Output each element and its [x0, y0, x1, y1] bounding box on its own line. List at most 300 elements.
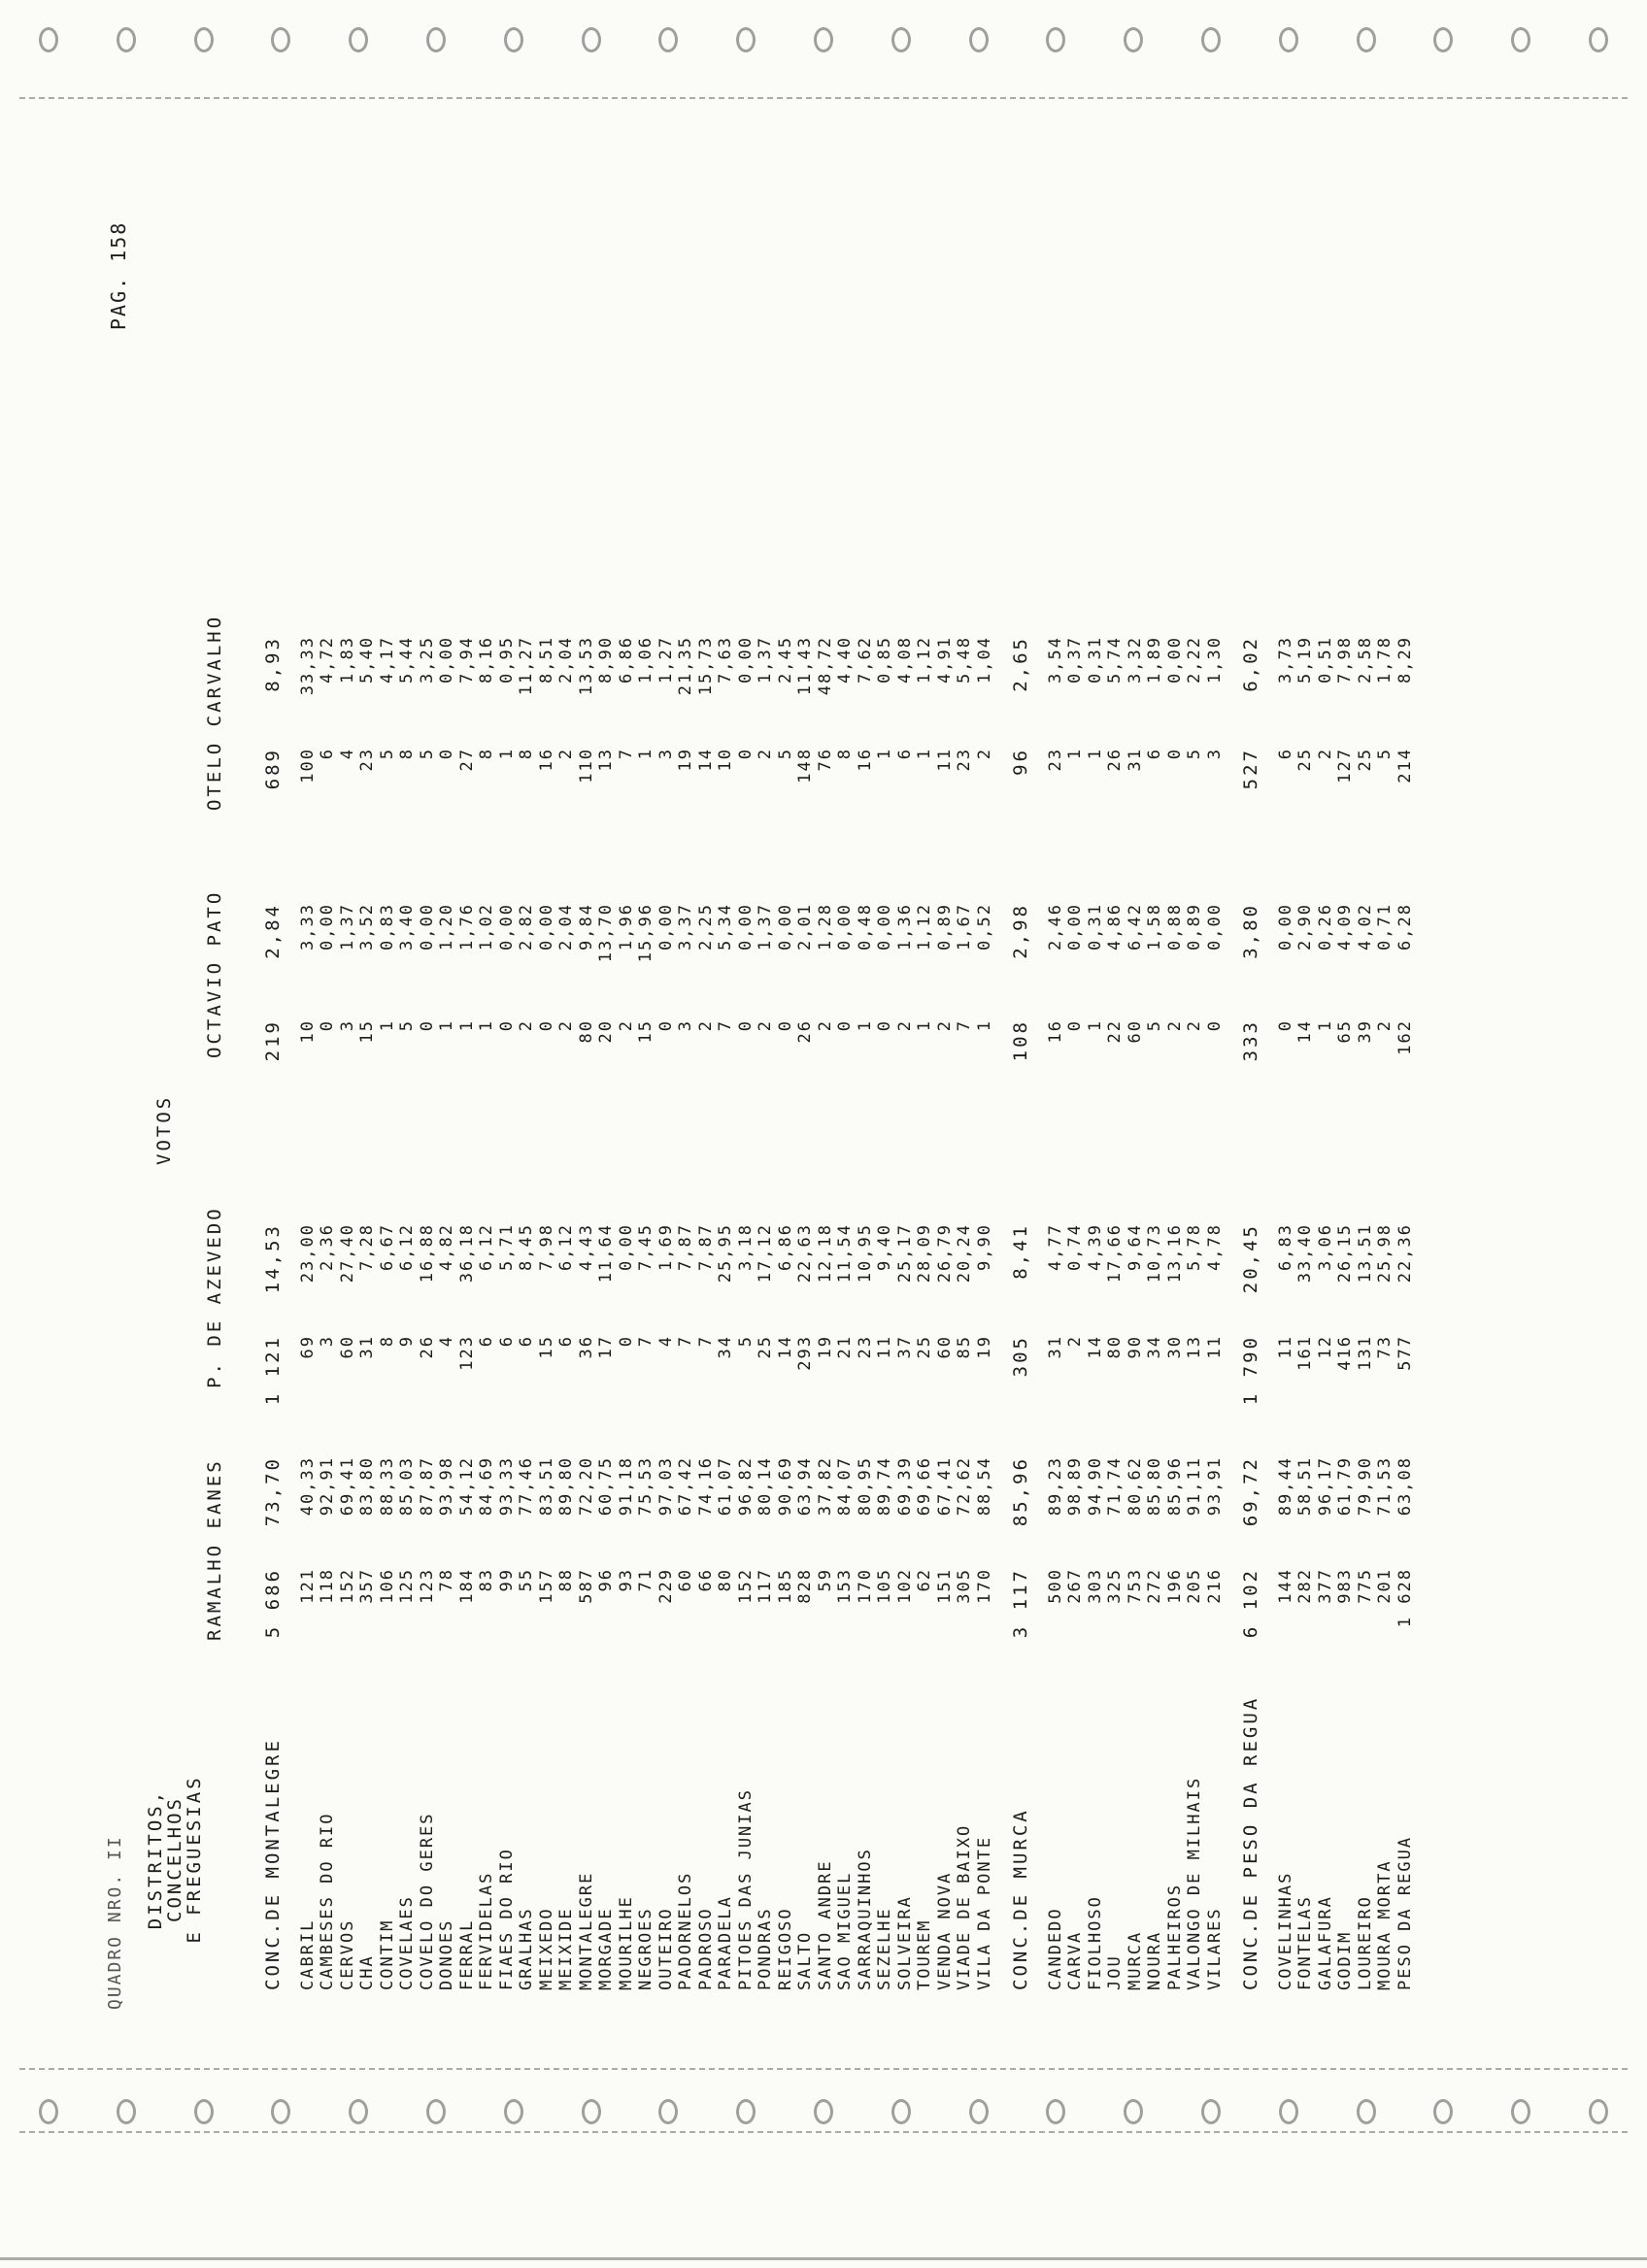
votes-count: 102 [894, 1568, 915, 1604]
votes-percent: 54,12 [456, 1456, 477, 1517]
votes-percent: 1,06 [636, 636, 655, 684]
place-name: VIADE DE BAIXO [955, 1823, 974, 1990]
votes-count: 13 [596, 748, 616, 772]
place-name: CAMBESES DO RIO [318, 1812, 337, 1990]
votes-count: 118 [318, 1568, 337, 1604]
votes-count: 66 [695, 1568, 716, 1592]
candidate-header-pato: OCTAVIO PATO [204, 889, 225, 1058]
votes-percent: 0,31 [1085, 636, 1105, 684]
votes-percent: 5,48 [955, 636, 974, 684]
freguesia-row [1205, 107, 1226, 2019]
votes-percent: 11,54 [835, 1223, 855, 1284]
place-name: SOLVEIRA [894, 1895, 915, 1990]
votes-count: 31 [1045, 1335, 1065, 1359]
freguesia-row [856, 107, 876, 2019]
place-name: MONTALEGRE [576, 1871, 596, 1990]
votes-count: 17 [596, 1335, 616, 1359]
place-name: TOUREM [915, 1918, 934, 1990]
votes-percent: 12,18 [815, 1223, 835, 1284]
votes-count: 1 121 [262, 1335, 284, 1406]
votes-count: 80 [716, 1568, 735, 1592]
results-table [262, 107, 1415, 2019]
votes-count: 7 [716, 1019, 735, 1032]
votes-percent: 6,12 [477, 1223, 496, 1271]
column-title [146, 1728, 204, 1990]
votes-percent: 25,98 [1375, 1223, 1395, 1284]
row-spacer [1260, 107, 1276, 2019]
votes-count: 1 [1085, 1019, 1105, 1032]
votes-count: 1 [855, 1019, 875, 1032]
votes-count: 105 [875, 1568, 894, 1604]
votes-count: 15 [357, 1019, 377, 1044]
place-name: PESO DA REGUA [1395, 1835, 1415, 1990]
votes-count: 15 [636, 1019, 655, 1044]
votes-count: 69 [297, 1335, 318, 1359]
freguesia-row [1145, 107, 1165, 2019]
votes-count: 2 [616, 1019, 636, 1032]
votes-count: 1 [1065, 748, 1085, 760]
freguesia-row [1065, 107, 1086, 2019]
votes-count: 7 [955, 1019, 974, 1032]
votes-percent: 2,46 [1045, 903, 1065, 951]
votes-count: 5 [1145, 1019, 1164, 1032]
votes-count: 161 [1295, 1335, 1315, 1371]
votes-percent: 4,43 [576, 1223, 596, 1271]
votes-percent: 7,63 [716, 636, 735, 684]
votes-percent: 1,89 [1145, 636, 1164, 684]
votes-percent: 96,17 [1315, 1456, 1335, 1517]
place-name: FERVIDELAS [477, 1871, 496, 1990]
freguesia-row [1375, 107, 1395, 2019]
votes-percent: 21,35 [676, 636, 695, 696]
votes-count: 62 [915, 1568, 934, 1592]
votes-percent: 0,83 [377, 903, 397, 951]
votes-count: 5 686 [262, 1568, 284, 1639]
votes-percent: 15,73 [695, 636, 716, 696]
votes-count: 0 [417, 1019, 437, 1032]
votes-count: 117 [756, 1568, 775, 1604]
votes-count: 1 [437, 1019, 456, 1032]
votes-count: 0 [655, 1019, 676, 1032]
freguesia-row [1316, 107, 1336, 2019]
votes-count: 10 [297, 1019, 318, 1044]
votes-percent: 80,95 [855, 1456, 875, 1517]
votes-count: 5 [417, 748, 437, 760]
place-name: NEGROES [636, 1907, 655, 1990]
place-name: SALTO [795, 1930, 815, 1990]
votes-percent: 7,87 [676, 1223, 695, 1271]
votes-count: 78 [437, 1568, 456, 1592]
freguesia-row [537, 107, 557, 2019]
votes-percent: 6,02 [1240, 636, 1261, 692]
votes-percent: 93,98 [437, 1456, 456, 1517]
votes-percent: 2,90 [1295, 903, 1315, 951]
votes-percent: 75,53 [636, 1456, 655, 1517]
votes-percent: 15,96 [636, 903, 655, 963]
votes-percent: 7,87 [695, 1223, 716, 1271]
votes-percent: 98,89 [1065, 1456, 1085, 1517]
votes-percent: 69,41 [337, 1456, 357, 1517]
concelho-total-row [1010, 107, 1030, 2019]
freguesia-row [875, 107, 895, 2019]
votes-percent: 33,40 [1295, 1223, 1315, 1284]
concelho-total-row [1240, 107, 1260, 2019]
votes-percent: 1,27 [655, 636, 676, 684]
votes-percent: 3,73 [1275, 636, 1295, 684]
votes-percent: 1,37 [756, 636, 775, 684]
votes-count: 19 [974, 1335, 994, 1359]
freguesia-row [1356, 107, 1376, 2019]
votes-count: 23 [955, 748, 974, 772]
votes-count: 1 [1315, 1019, 1335, 1032]
votes-percent: 0,00 [1065, 903, 1085, 951]
votes-percent: 0,00 [875, 903, 894, 951]
votes-count: 219 [262, 1019, 284, 1062]
votes-count: 170 [974, 1568, 994, 1604]
place-name: GRALHAS [517, 1907, 536, 1990]
votes-percent: 6,67 [377, 1223, 397, 1271]
votes-count: 1 790 [1240, 1335, 1261, 1406]
votes-percent: 27,40 [337, 1223, 357, 1284]
place-name: MOURA MORTA [1375, 1859, 1395, 1990]
row-spacer [994, 107, 1010, 2019]
votes-count: 3 [318, 1335, 337, 1348]
votes-percent: 0,00 [437, 636, 456, 684]
votes-count: 2 [756, 748, 775, 760]
votes-percent: 87,87 [417, 1456, 437, 1517]
votes-count: 2 [517, 1019, 536, 1032]
votes-percent: 1,58 [1145, 903, 1164, 951]
place-name: SAO MIGUEL [835, 1871, 855, 1990]
votes-percent: 1,76 [456, 903, 477, 951]
votes-percent: 13,16 [1164, 1223, 1185, 1284]
place-name: PONDRAS [756, 1907, 775, 1990]
votes-percent: 85,96 [1164, 1456, 1185, 1517]
votes-percent: 92,91 [318, 1456, 337, 1517]
votes-count: 0 [318, 1019, 337, 1032]
votes-count: 1 [915, 1019, 934, 1032]
votes-percent: 80,62 [1125, 1456, 1145, 1517]
votes-percent: 5,19 [1295, 636, 1315, 684]
votes-count: 39 [1355, 1019, 1375, 1044]
votes-percent: 89,44 [1275, 1456, 1295, 1517]
votes-percent: 88,54 [974, 1456, 994, 1517]
votes-count: 16 [855, 748, 875, 772]
votes-percent: 0,00 [1275, 903, 1295, 951]
freguesia-row [318, 107, 338, 2019]
votes-count: 11 [934, 748, 955, 772]
votes-count: 19 [815, 1335, 835, 1359]
freguesia-row [596, 107, 617, 2019]
votes-percent: 72,62 [955, 1456, 974, 1517]
freguesia-row [1086, 107, 1106, 2019]
votes-percent: 1,67 [955, 903, 974, 951]
place-name: DONOES [437, 1918, 456, 1990]
votes-count: 99 [496, 1568, 517, 1592]
votes-count: 8 [477, 748, 496, 760]
votes-percent: 11,27 [517, 636, 536, 696]
votes-count: 185 [775, 1568, 795, 1604]
votes-count: 100 [297, 748, 318, 784]
votes-percent: 3,54 [1045, 636, 1065, 684]
votes-count: 272 [1145, 1568, 1164, 1604]
votes-count: 577 [1395, 1335, 1415, 1371]
votes-count: 27 [456, 748, 477, 772]
row-spacer [283, 107, 298, 2019]
votes-percent: 2,04 [556, 903, 576, 951]
votes-count: 36 [576, 1335, 596, 1359]
place-name: CONTIM [377, 1918, 397, 1990]
votes-count: 19 [676, 748, 695, 772]
votes-count: 6 [1145, 748, 1164, 760]
votes-count: 34 [716, 1335, 735, 1359]
votes-count: 14 [775, 1335, 795, 1359]
votes-percent: 3,06 [1315, 1223, 1335, 1271]
freguesia-row [577, 107, 597, 2019]
votes-percent: 25,17 [894, 1223, 915, 1284]
place-name: CERVOS [337, 1918, 357, 1990]
title-line-2: E FREGUESIAS [184, 1775, 205, 1944]
votes-count: 416 [1335, 1335, 1355, 1371]
freguesia-row [556, 107, 577, 2019]
votes-percent: 4,39 [1085, 1223, 1105, 1271]
votes-count: 2 [934, 1019, 955, 1032]
votes-count: 16 [536, 748, 556, 772]
votes-percent: 84,69 [477, 1456, 496, 1517]
votes-percent: 6,86 [775, 1223, 795, 1271]
votes-count: 1 628 [1395, 1568, 1415, 1628]
votes-percent: 2,36 [318, 1223, 337, 1271]
place-name: PITOES DAS JUNIAS [735, 1788, 756, 1990]
votes-count: 25 [915, 1335, 934, 1359]
votes-percent: 3,80 [1240, 903, 1261, 959]
votes-percent: 1,36 [894, 903, 915, 951]
votes-count: 587 [576, 1568, 596, 1604]
votes-count: 4 [337, 748, 357, 760]
votes-count: 37 [894, 1335, 915, 1359]
votes-percent: 9,40 [875, 1223, 894, 1271]
votes-percent: 0,00 [835, 903, 855, 951]
votes-percent: 1,83 [337, 636, 357, 684]
rotated-printout [87, 107, 1631, 2019]
votes-percent: 5,71 [496, 1223, 517, 1271]
votes-percent: 3,40 [397, 903, 417, 951]
votes-count: 9 [397, 1335, 417, 1348]
place-name: REIGOSO [775, 1907, 795, 1990]
votes-percent: 0,37 [1065, 636, 1085, 684]
place-name: MORGADE [596, 1907, 616, 1990]
place-name: CHA [357, 1954, 377, 1990]
place-name: COVELAES [397, 1895, 417, 1990]
votes-percent: 91,18 [616, 1456, 636, 1517]
freguesia-row [776, 107, 796, 2019]
votes-count: 1 [496, 748, 517, 760]
place-name: COVELO DO GERES [417, 1812, 437, 1990]
votes-percent: 61,79 [1335, 1456, 1355, 1517]
freguesia-row [756, 107, 776, 2019]
votes-count: 23 [357, 748, 377, 772]
votes-count: 25 [1295, 748, 1315, 772]
votes-percent: 1,37 [756, 903, 775, 951]
votes-percent: 0,00 [536, 903, 556, 951]
votes-count: 1 [636, 748, 655, 760]
votes-percent: 83,80 [357, 1456, 377, 1517]
place-name: PADROSO [695, 1907, 716, 1990]
votes-percent: 5,74 [1105, 636, 1125, 684]
votes-count: 23 [855, 1335, 875, 1359]
votes-percent: 79,90 [1355, 1456, 1375, 1517]
votes-count: 65 [1335, 1019, 1355, 1044]
row-spacer [1030, 107, 1046, 2019]
votes-count: 0 [1204, 1019, 1225, 1032]
votes-count: 8 [517, 748, 536, 760]
votes-count: 282 [1295, 1568, 1315, 1604]
votes-count: 6 [496, 1335, 517, 1348]
votes-percent: 4,72 [318, 636, 337, 684]
votes-percent: 90,69 [775, 1456, 795, 1517]
votes-percent: 16,88 [417, 1223, 437, 1284]
votes-count: 216 [1204, 1568, 1225, 1604]
votes-count: 88 [556, 1568, 576, 1592]
place-name: CONC.DE PESO DA REGUA [1240, 1695, 1261, 1990]
votes-count: 80 [1105, 1335, 1125, 1359]
votes-percent: 67,42 [676, 1456, 695, 1517]
votes-count: 303 [1085, 1568, 1105, 1604]
freguesia-row [397, 107, 418, 2019]
votes-count: 96 [1010, 748, 1031, 776]
votes-count: 144 [1275, 1568, 1295, 1604]
votes-count: 14 [695, 748, 716, 772]
votes-percent: 22,63 [795, 1223, 815, 1284]
votes-count: 59 [815, 1568, 835, 1592]
votes-count: 500 [1045, 1568, 1065, 1604]
votes-percent: 97,03 [655, 1456, 676, 1517]
votes-count: 753 [1125, 1568, 1145, 1604]
votes-count: 0 [437, 748, 456, 760]
votes-percent: 28,09 [915, 1223, 934, 1284]
votes-percent: 93,33 [496, 1456, 517, 1517]
votes-count: 26 [795, 1019, 815, 1044]
votes-count: 293 [795, 1335, 815, 1371]
votes-percent: 13,70 [596, 903, 616, 963]
votes-count: 2 [894, 1019, 915, 1032]
votes-percent: 0,00 [616, 1223, 636, 1271]
votes-count: 60 [1125, 1019, 1145, 1044]
votes-percent: 2,65 [1010, 636, 1031, 692]
freguesia-row [1046, 107, 1066, 2019]
votes-percent: 63,08 [1395, 1456, 1415, 1517]
votes-percent: 37,82 [815, 1456, 835, 1517]
place-name: JOU [1105, 1954, 1125, 1990]
votes-count: 267 [1065, 1568, 1085, 1604]
votes-percent: 4,08 [894, 636, 915, 684]
place-name: PARADELA [716, 1895, 735, 1990]
votes-percent: 0,26 [1315, 903, 1335, 951]
votes-count: 123 [417, 1568, 437, 1604]
votes-count: 11 [1204, 1335, 1225, 1359]
votes-percent: 5,44 [397, 636, 417, 684]
votes-percent: 1,02 [477, 903, 496, 951]
votes-count: 152 [337, 1568, 357, 1604]
votes-count: 4 [437, 1335, 456, 1348]
votes-percent: 0,00 [775, 903, 795, 951]
votes-count: 6 [477, 1335, 496, 1348]
votes-count: 0 [735, 748, 756, 760]
votes-count: 31 [1125, 748, 1145, 772]
votes-percent: 6,83 [1275, 1223, 1295, 1271]
votes-percent: 33,33 [297, 636, 318, 696]
freguesia-row [1126, 107, 1146, 2019]
votes-count: 2 [815, 1019, 835, 1032]
votes-count: 93 [616, 1568, 636, 1592]
place-name: FIOLHOSO [1085, 1895, 1105, 1990]
votes-percent: 2,25 [695, 903, 716, 951]
votes-count: 1 [1085, 748, 1105, 760]
votes-percent: 61,07 [716, 1456, 735, 1517]
votes-count: 2 [1315, 748, 1335, 760]
votes-percent: 1,20 [437, 903, 456, 951]
place-name: MOURILHE [616, 1895, 636, 1990]
votes-count: 5 [1375, 748, 1395, 760]
votes-count: 357 [357, 1568, 377, 1604]
freguesia-row [1295, 107, 1316, 2019]
votes-percent: 0,52 [974, 903, 994, 951]
votes-count: 0 [735, 1019, 756, 1032]
votes-count: 3 [655, 748, 676, 760]
votes-count: 6 [556, 1335, 576, 1348]
votes-count: 0 [536, 1019, 556, 1032]
votes-percent: 1,69 [655, 1223, 676, 1271]
votes-percent: 4,40 [835, 636, 855, 684]
votes-percent: 84,07 [835, 1456, 855, 1517]
votes-count: 6 [517, 1335, 536, 1348]
bottom-sprocket-holes [39, 2099, 1608, 2124]
votes-count: 106 [377, 1568, 397, 1604]
votes-count: 110 [576, 748, 596, 784]
place-name: GALAFURA [1315, 1895, 1335, 1990]
votes-percent: 25,95 [716, 1223, 735, 1284]
freguesia-row [696, 107, 717, 2019]
votes-percent: 77,46 [517, 1456, 536, 1517]
votes-percent: 2,84 [262, 903, 284, 959]
votes-count: 1 [974, 1019, 994, 1032]
votes-percent: 0,00 [318, 903, 337, 951]
votes-percent: 6,86 [616, 636, 636, 684]
votes-count: 5 [377, 748, 397, 760]
votes-percent: 89,80 [556, 1456, 576, 1517]
votes-count: 13 [1185, 1335, 1204, 1359]
votes-percent: 8,90 [596, 636, 616, 684]
votes-count: 55 [517, 1568, 536, 1592]
place-name: CABRIL [297, 1918, 318, 1990]
freguesia-row [636, 107, 656, 2019]
votes-percent: 5,34 [716, 903, 735, 951]
votes-count: 4 [655, 1335, 676, 1348]
votes-percent: 7,28 [357, 1223, 377, 1271]
votes-count: 1 [915, 748, 934, 760]
votes-percent: 1,28 [815, 903, 835, 951]
place-name: NOURA [1145, 1930, 1164, 1990]
votes-count: 11 [875, 1335, 894, 1359]
place-name: FONTELAS [1295, 1895, 1315, 1990]
freguesia-row [298, 107, 319, 2019]
votes-percent: 0,88 [1164, 903, 1185, 951]
votes-count: 325 [1105, 1568, 1125, 1604]
place-name: MEIXEDO [536, 1907, 556, 1990]
votes-count: 3 117 [1010, 1568, 1031, 1639]
votes-percent: 88,33 [377, 1456, 397, 1517]
votes-percent: 11,64 [596, 1223, 616, 1284]
